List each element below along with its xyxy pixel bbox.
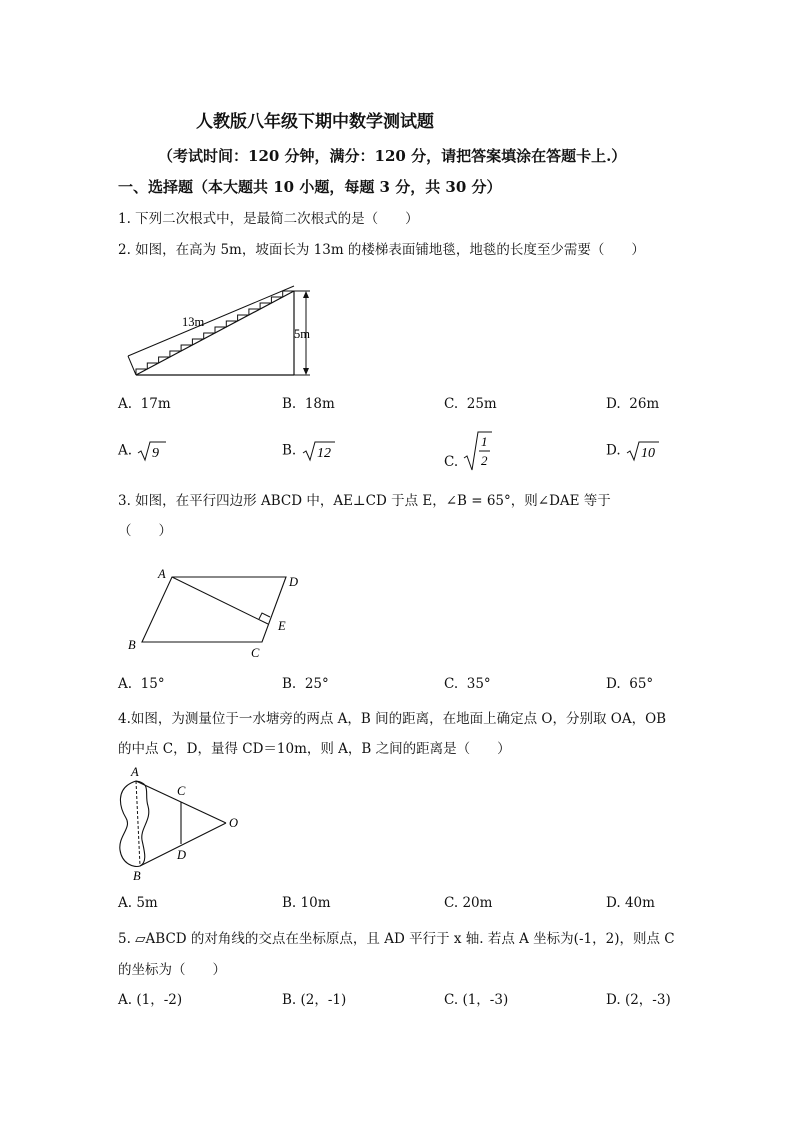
svg-text:10: 10 — [640, 446, 655, 461]
question-5-text-2: 的坐标为（ ） — [118, 962, 226, 978]
q1-option-a[interactable]: A. 9 — [118, 440, 166, 462]
label-D: D — [289, 575, 299, 589]
sqrt-icon — [136, 440, 166, 462]
label-B: B — [133, 869, 141, 883]
q2-option-b[interactable]: B. 18m — [282, 396, 335, 412]
question-2-text: 2. 如图，在高为 5m，坡面长为 13m 的楼梯表面铺地毯，地毯的长度至少需要（ ） — [118, 242, 645, 258]
sqrt-icon — [625, 440, 661, 462]
svg-text:9: 9 — [152, 446, 160, 461]
q1-option-d[interactable]: D. 10 — [606, 440, 661, 462]
sqrt-fraction-icon — [462, 430, 492, 472]
label-B: B — [128, 638, 136, 652]
label-A: A — [131, 765, 139, 779]
q4-option-b[interactable]: B. 10m — [282, 895, 331, 911]
slope-label: 13m — [182, 315, 205, 329]
svg-text:2: 2 — [481, 453, 488, 468]
q5-option-b[interactable]: B. (2，-1) — [282, 992, 347, 1008]
label-C: C — [177, 784, 186, 798]
question-1-text: 1. 下列二次根式中，是最简二次根式的是（ ） — [118, 211, 419, 227]
paper-title: 人教版八年级下期中数学测试题 — [196, 112, 434, 132]
q3-option-a[interactable]: A. 15° — [118, 676, 165, 692]
q3-option-b[interactable]: B. 25° — [282, 676, 329, 692]
pond-figure — [100, 764, 250, 886]
svg-text:12: 12 — [316, 446, 331, 461]
label-A: A — [158, 567, 166, 581]
q4-option-a[interactable]: A. 5m — [118, 895, 158, 911]
section-heading: 一、选择题（本大题共 10 小题，每题 3 分，共 30 分） — [118, 178, 502, 196]
q5-option-d[interactable]: D. (2，-3) — [606, 992, 671, 1008]
q2-option-a[interactable]: A. 17m — [118, 396, 171, 412]
label-E: E — [278, 619, 286, 633]
parallelogram-figure — [118, 565, 318, 665]
question-3-text: 3. 如图，在平行四边形 ABCD 中，AE⊥CD 于点 E，∠B = 65°，则∠DAE 等于 — [118, 493, 611, 509]
q2-option-c[interactable]: C. 25m — [444, 396, 497, 412]
label-D: D — [177, 848, 187, 862]
question-4-text-2: 的中点 C，D，量得 CD＝10m，则 A，B 之间的距离是（ ） — [118, 741, 511, 757]
height-label: 5m — [294, 327, 310, 341]
sqrt-icon — [301, 440, 337, 462]
q4-option-c[interactable]: C. 20m — [444, 895, 493, 911]
q5-option-c[interactable]: C. (1，-3) — [444, 992, 509, 1008]
label-C: C — [251, 646, 260, 660]
question-3-paren: （ ） — [118, 523, 172, 539]
question-4-text: 4.如图，为测量位于一水塘旁的两点 A，B 间的距离，在地面上确定点 O，分别取 OA，OB — [118, 711, 667, 727]
q3-option-d[interactable]: D. 65° — [606, 676, 654, 692]
q5-option-a[interactable]: A. (1，-2) — [118, 992, 183, 1008]
stair-figure — [118, 280, 328, 382]
q3-option-c[interactable]: C. 35° — [444, 676, 491, 692]
svg-text:1: 1 — [481, 434, 488, 449]
q1-option-c[interactable]: C. 1 2 — [444, 430, 492, 472]
q2-option-d[interactable]: D. 26m — [606, 396, 660, 412]
exam-info: （考试时间：120 分钟，满分：120 分，请把答案填涂在答题卡上.） — [158, 147, 627, 165]
q4-option-d[interactable]: D. 40m — [606, 895, 655, 911]
question-5-text: 5. ▱ABCD 的对角线的交点在坐标原点，且 AD 平行于 x 轴. 若点 A 坐标为(-1，2)，则点 C — [118, 931, 675, 947]
label-O: O — [229, 816, 239, 830]
q1-option-b[interactable]: B. 12 — [282, 440, 337, 462]
